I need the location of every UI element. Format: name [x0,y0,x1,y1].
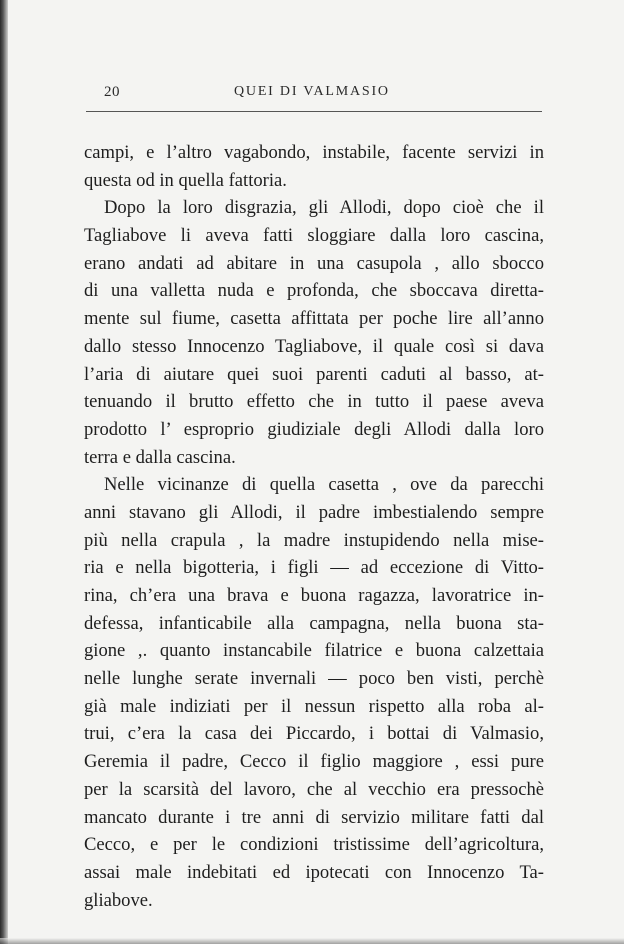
text-line: assai male indebitati ed ipotecati con Innocenzo Ta- [84,861,544,883]
text-line: trui, c’era la casa dei Piccardo, i bottai di Valmasio, [84,723,544,745]
text-line: Cecco, e per le condizioni tristissime dell’agricoltura, [84,834,544,856]
text-line: questa od in quella fattoria. [84,169,287,191]
text-line: l’aria di aiutare quei suoi parenti caduti al basso, at- [84,363,544,385]
text-line: già male indiziati per il nessun rispetto alla roba al- [84,695,544,717]
text-line: tenuando il brutto effetto che in tutto il paese aveva [84,391,544,413]
text-line: più nella crapula , la madre instupidendo nella mise- [84,529,544,551]
text-line: nelle lunghe serate invernali — poco ben visti, perchè [84,668,544,690]
page-bottom-edge [0,938,624,944]
text-line: defessa, infanticabile alla campagna, nella buona sta- [84,612,544,634]
text-line: terra e dalla cascina. [84,446,236,468]
text-line: Nelle vicinanze di quella casetta , ove da parecchi [104,474,544,496]
text-line: mente sul fiume, casetta affittata per poche lire all’anno [84,308,544,330]
body-text [84,139,544,914]
text-line: di una valletta nuda e profonda, che sboccava diretta- [84,280,544,302]
running-title: QUEI DI VALMASIO [234,84,390,99]
text-line: gliabove. [84,889,153,911]
text-line: mancato durante i tre anni di servizio militare fatti dal [84,806,544,828]
text-line: anni stavano gli Allodi, il padre imbestialendo sempre [84,501,544,523]
page-binding-edge [0,0,8,944]
text-line: Dopo la loro disgrazia, gli Allodi, dopo cioè che il [104,197,544,219]
text-line: per la scarsità del lavoro, che al vecchio era pressochè [84,778,544,800]
text-line: gione ,. quanto instancabile filatrice e buona calzettaia [84,640,544,662]
text-line: prodotto l’ esproprio giudiziale degli Allodi dalla loro [84,418,544,440]
text-line: rina, ch’era una brava e buona ragazza, lavoratrice in- [84,585,544,606]
text-line: dallo stesso Innocenzo Tagliabove, il quale così si dava [84,335,544,357]
page-header [84,84,542,108]
text-line: campi, e l’altro vagabondo, instabile, facente servizi in [84,142,544,163]
header-rule [86,111,542,112]
page-number: 20 [104,84,120,100]
text-line: erano andati ad abitare in una casupola , allo sbocco [84,252,544,274]
text-line: Tagliabove li aveva fatti sloggiare dalla loro cascina, [84,225,544,247]
text-line: ria e nella bigotteria, i figli — ad eccezione di Vitto- [84,557,544,579]
text-line: Geremia il padre, Cecco il figlio maggiore , essi pure [84,751,544,773]
